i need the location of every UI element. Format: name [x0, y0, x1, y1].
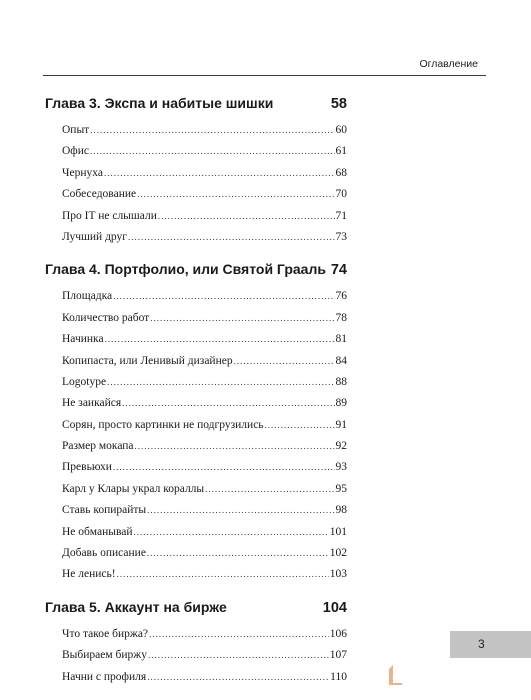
entry-page-number: 78 [335, 311, 347, 324]
toc-entry[interactable] [62, 351, 347, 372]
toc-entry[interactable] [62, 500, 347, 521]
page-number: 3 [478, 637, 485, 651]
toc-entry[interactable] [62, 227, 347, 248]
entry-page-number: 84 [335, 354, 347, 367]
entry-page-number: 95 [335, 482, 347, 495]
dot-leader [205, 479, 334, 500]
chapter-page-number: 74 [330, 262, 347, 279]
entry-title: Не заикайся [62, 397, 122, 410]
toc-entry[interactable] [62, 206, 347, 227]
chapter-page-number: 104 [322, 599, 347, 616]
toc-entry[interactable] [62, 372, 347, 393]
chapter-page-number: 58 [330, 96, 347, 112]
toc-entry[interactable] [62, 457, 347, 478]
dot-leader [107, 372, 334, 393]
entry-title: Начни с профиля [62, 670, 147, 683]
entry-title: Опыт [62, 124, 90, 136]
entry-page-number: 91 [335, 418, 347, 431]
toc-entry[interactable] [62, 415, 347, 436]
entry-page-number: 93 [335, 461, 347, 474]
toc-entry[interactable] [62, 564, 347, 585]
entry-page-number: 68 [335, 166, 347, 179]
entry-page-number: 106 [329, 627, 347, 640]
toc-entry[interactable] [62, 141, 347, 162]
entry-title: Logotype [62, 375, 107, 388]
dot-leader [134, 522, 329, 543]
entry-title: Про IT не слышали [62, 209, 157, 222]
dot-leader [113, 286, 334, 307]
entry-title: Офис [62, 145, 90, 158]
dot-leader [122, 393, 334, 414]
entry-title: Ставь копирайты [62, 504, 147, 517]
entry-title: Добавь описание [62, 547, 146, 560]
dot-leader [148, 645, 329, 666]
entry-page-number: 107 [329, 649, 347, 662]
dot-leader [113, 457, 335, 478]
entry-page-number: 60 [335, 124, 347, 136]
entry-title: Площадка [62, 290, 113, 303]
entry-page-number: 103 [329, 568, 347, 581]
toc-entry[interactable] [62, 308, 347, 329]
dot-leader [149, 624, 329, 645]
entry-page-number: 81 [335, 333, 347, 346]
chapter-entries [62, 286, 347, 585]
entry-title: Не ленись! [62, 568, 116, 581]
chapter-title: Глава 3. Экспа и набитые шишки [45, 95, 274, 111]
toc-entry[interactable] [62, 479, 347, 500]
entry-title: Копипаста, или Ленивый дизайнер [62, 354, 233, 367]
toc-entry[interactable] [62, 667, 347, 688]
chapter-heading[interactable] [45, 258, 347, 280]
chapter-entries [62, 624, 347, 688]
dot-leader [137, 184, 334, 205]
dot-leader [128, 227, 334, 248]
dot-leader [117, 564, 329, 585]
dot-leader [158, 206, 335, 227]
entry-page-number: 101 [329, 525, 347, 538]
dot-leader [90, 141, 334, 162]
entry-title: Размер мокапа [62, 440, 134, 453]
entry-title: Что такое биржа? [62, 627, 149, 640]
dot-leader [147, 667, 329, 688]
toc-entry[interactable] [62, 645, 347, 666]
dot-leader [234, 351, 335, 372]
logo-letter: Л [392, 670, 401, 682]
entry-title: Количество работ [62, 311, 150, 324]
entry-title: Начинка [62, 333, 104, 346]
toc-entry[interactable] [62, 163, 347, 184]
dot-leader [147, 500, 334, 521]
dot-leader [90, 120, 334, 141]
toc-entry[interactable] [62, 120, 347, 141]
chapter-title: Глава 4. Портфолио, или Святой Грааль [45, 261, 326, 278]
toc-entry[interactable] [62, 184, 347, 205]
entry-page-number: 88 [335, 375, 347, 388]
toc-entry[interactable] [62, 436, 347, 457]
entry-title: Не обманывай [62, 525, 133, 538]
entry-page-number: 73 [335, 230, 347, 243]
toc-entry[interactable] [62, 543, 347, 564]
entry-page-number: 61 [335, 145, 347, 158]
entry-title: Собеседование [62, 188, 137, 201]
entry-title: Лучший друг [62, 230, 128, 243]
entry-page-number: 98 [335, 504, 347, 517]
dot-leader [150, 308, 334, 329]
entry-page-number: 102 [329, 547, 347, 560]
toc-entry[interactable] [62, 329, 347, 350]
entry-page-number: 110 [330, 670, 347, 683]
toc-entry[interactable] [62, 624, 347, 645]
chapter-title: Глава 5. Аккаунт на бирже [45, 598, 227, 615]
entry-title: Карл у Клары украл кораллы [62, 482, 205, 495]
table-of-contents [45, 90, 347, 688]
dot-leader [135, 436, 335, 457]
entry-title: Чернуха [62, 166, 103, 179]
labirint-logo-icon [388, 663, 404, 687]
chapter-entries [62, 120, 347, 248]
dot-leader [147, 543, 329, 564]
dot-leader [104, 163, 335, 184]
toc-entry[interactable] [62, 522, 347, 543]
entry-page-number: 71 [335, 209, 347, 222]
entry-page-number: 89 [335, 397, 347, 410]
dot-leader [105, 329, 335, 350]
dot-leader [265, 415, 335, 436]
entry-title: Превьюхи [62, 461, 112, 474]
entry-title: Выбираем биржу [62, 649, 147, 662]
entry-page-number: 92 [335, 440, 347, 453]
toc-entry[interactable] [62, 286, 347, 307]
chapter-heading[interactable] [45, 92, 347, 114]
entry-page-number: 76 [335, 290, 347, 303]
running-header: Оглавление [419, 58, 478, 70]
chapter-heading[interactable] [45, 596, 347, 618]
page-number-tab [450, 631, 531, 658]
toc-entry[interactable] [62, 393, 347, 414]
entry-title: Сорян, просто картинки не подгрузились [62, 418, 264, 431]
header-rule [43, 75, 486, 76]
entry-page-number: 70 [335, 188, 347, 201]
